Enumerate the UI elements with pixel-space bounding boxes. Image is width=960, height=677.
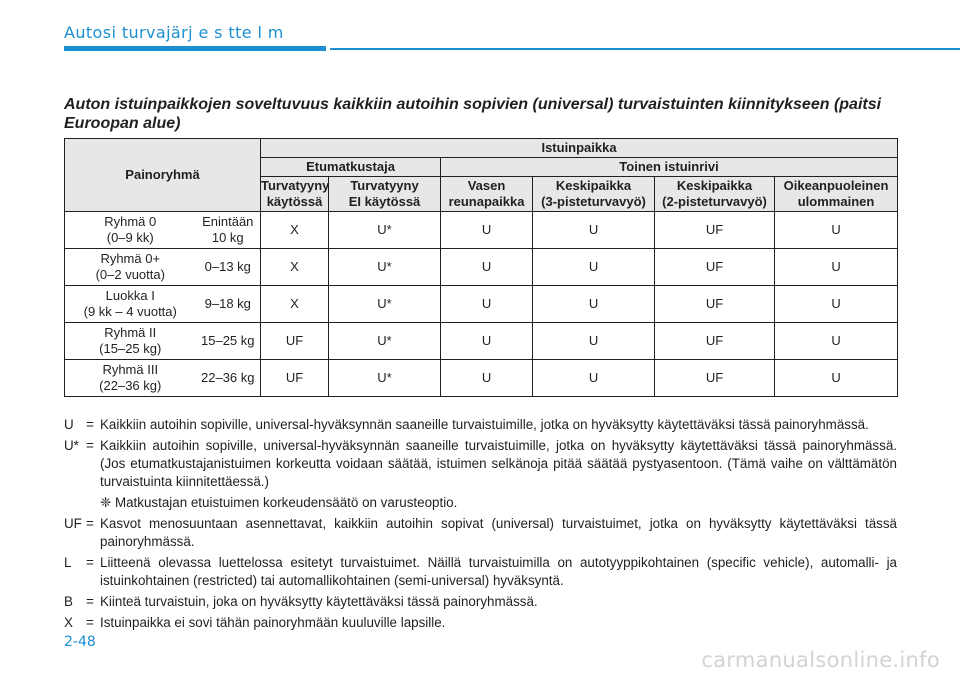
legend-key: U* bbox=[64, 438, 79, 453]
legend-key: B bbox=[64, 594, 73, 609]
table-row bbox=[65, 360, 898, 397]
seat-subheader: Turvatyyny käytössä bbox=[261, 177, 329, 212]
legend-text: Liitteenä olevassa luettelossa esitetyt turvaistuimet. Näillä turvaistuimilla on autotyyppikohtainen (specific vehicle), automalli- ja istuinkohtainen (restricted) tai automallikohtainen (semi-universal) hyväksyntä. bbox=[100, 555, 897, 588]
suitability-cell: UF bbox=[261, 323, 329, 360]
suitability-cell: X bbox=[261, 212, 329, 249]
suitability-cell: U bbox=[441, 249, 533, 286]
suitability-cell: U bbox=[441, 286, 533, 323]
weight-group-cell: Ryhmä III (22–36 kg) bbox=[65, 360, 196, 397]
section-header-title: Autosi turvajärj e s tte l m bbox=[64, 23, 284, 42]
table-row bbox=[65, 249, 898, 286]
legend-item bbox=[64, 554, 897, 590]
suitability-cell: U bbox=[533, 286, 655, 323]
legend-text: Kaikkiin autoihin sopiville, universal-hyväksynnän saaneille turvaistuimille, jotka on hyväksytty käytettäväksi tässä painoryhmässä. bbox=[100, 417, 869, 432]
suitability-cell: U* bbox=[329, 360, 441, 397]
section-title: Auton istuinpaikkojen soveltuvuus kaikkiin autoihin sopivien (universal) turvaistuinten kiinnitykseen (paitsi Euroopan alue) bbox=[64, 96, 882, 132]
weight-range-cell: 9–18 kg bbox=[196, 286, 261, 323]
suitability-cell: U bbox=[775, 286, 898, 323]
legend-text: Kaikkiin autoihin sopiville, universal-hyväksynnän saaneille turvaistuimille, jotka on hyväksytty käytettäväksi tässä painoryhmässä. (Jos etumatkustajanistuimen korkeutta voidaan säätää, istuimen selkänoja pitää säätää pystyasentoon. (Tämä vaihe on välttämätön turvaistuinta kiinnitettäessä.) bbox=[100, 438, 897, 489]
suitability-cell: U bbox=[441, 323, 533, 360]
legend-equals: = bbox=[86, 417, 94, 432]
suitability-cell: U bbox=[441, 212, 533, 249]
suitability-cell: UF bbox=[655, 323, 775, 360]
suitability-cell: U bbox=[775, 360, 898, 397]
suitability-cell: U bbox=[441, 360, 533, 397]
weight-range-cell: Enintään 10 kg bbox=[196, 212, 261, 249]
legend-item bbox=[64, 437, 897, 491]
legend-text: Kiinteä turvaistuin, joka on hyväksytty käytettäväksi tässä painoryhmässä. bbox=[100, 594, 538, 609]
seat-subheader: Oikeanpuoleinen ulommainen bbox=[775, 177, 898, 212]
page-number: 2-48 bbox=[64, 634, 96, 650]
suitability-cell: U bbox=[533, 249, 655, 286]
suitability-cell: UF bbox=[655, 286, 775, 323]
legend-text: Istuinpaikka ei sovi tähän painoryhmään kuuluville lapsille. bbox=[100, 615, 446, 630]
suitability-cell: UF bbox=[655, 360, 775, 397]
group-header: Painoryhmä bbox=[65, 139, 261, 212]
legend-item bbox=[64, 416, 897, 434]
suitability-cell: UF bbox=[655, 212, 775, 249]
legend-note: ❈ Matkustajan etuistuimen korkeudensäätö on varusteoptio. bbox=[100, 495, 458, 510]
suitability-cell: X bbox=[261, 286, 329, 323]
watermark: carmanualsonline.info bbox=[701, 648, 940, 672]
suitability-cell: U bbox=[775, 212, 898, 249]
table-row bbox=[65, 212, 898, 249]
legend-key: UF bbox=[64, 516, 82, 531]
seat-header: Istuinpaikka bbox=[261, 139, 898, 158]
suitability-cell: U bbox=[533, 360, 655, 397]
suitability-cell: U* bbox=[329, 249, 441, 286]
header-accent-bar bbox=[64, 46, 326, 51]
legend-text: Kasvot menosuuntaan asennettavat, kaikkiin autoihin sopivat (universal) turvaistuimet, jotka on hyväksytty käytettäväksi tässä painoryhmässä. bbox=[100, 516, 897, 549]
seat-subheader: Keskipaikka (2-pisteturvavyö) bbox=[655, 177, 775, 212]
header-rule bbox=[330, 48, 960, 50]
suitability-cell: U bbox=[775, 323, 898, 360]
rear-row-header: Toinen istuinrivi bbox=[441, 158, 898, 177]
legend-item bbox=[64, 593, 897, 611]
weight-group-cell: Ryhmä II (15–25 kg) bbox=[65, 323, 196, 360]
weight-group-cell: Luokka I (9 kk – 4 vuotta) bbox=[65, 286, 196, 323]
legend-equals: = bbox=[86, 555, 94, 570]
seat-subheader: Vasen reunapaikka bbox=[441, 177, 533, 212]
legend-item bbox=[64, 515, 897, 551]
weight-range-cell: 15–25 kg bbox=[196, 323, 261, 360]
front-passenger-header: Etumatkustaja bbox=[261, 158, 441, 177]
seat-subheader: Turvatyyny EI käytössä bbox=[329, 177, 441, 212]
table-row bbox=[65, 286, 898, 323]
suitability-cell: U* bbox=[329, 323, 441, 360]
legend-equals: = bbox=[86, 438, 94, 453]
legend-equals: = bbox=[86, 594, 94, 609]
legend-item bbox=[64, 614, 897, 632]
suitability-cell: U bbox=[533, 212, 655, 249]
seat-subheader: Keskipaikka (3-pisteturvavyö) bbox=[533, 177, 655, 212]
suitability-cell: U* bbox=[329, 212, 441, 249]
suitability-cell: U* bbox=[329, 286, 441, 323]
weight-group-cell: Ryhmä 0+ (0–2 vuotta) bbox=[65, 249, 196, 286]
legend-key: U bbox=[64, 417, 74, 432]
table-row bbox=[65, 323, 898, 360]
weight-group-cell: Ryhmä 0 (0–9 kk) bbox=[65, 212, 196, 249]
seat-suitability-table bbox=[64, 138, 898, 397]
weight-range-cell: 22–36 kg bbox=[196, 360, 261, 397]
suitability-cell: U bbox=[533, 323, 655, 360]
suitability-cell: UF bbox=[261, 360, 329, 397]
legend-equals: = bbox=[86, 516, 94, 531]
suitability-cell: UF bbox=[655, 249, 775, 286]
legend-equals: = bbox=[86, 615, 94, 630]
suitability-cell: U bbox=[775, 249, 898, 286]
suitability-cell: X bbox=[261, 249, 329, 286]
weight-range-cell: 0–13 kg bbox=[196, 249, 261, 286]
legend bbox=[64, 416, 897, 635]
legend-key: X bbox=[64, 615, 73, 630]
legend-key: L bbox=[64, 555, 72, 570]
